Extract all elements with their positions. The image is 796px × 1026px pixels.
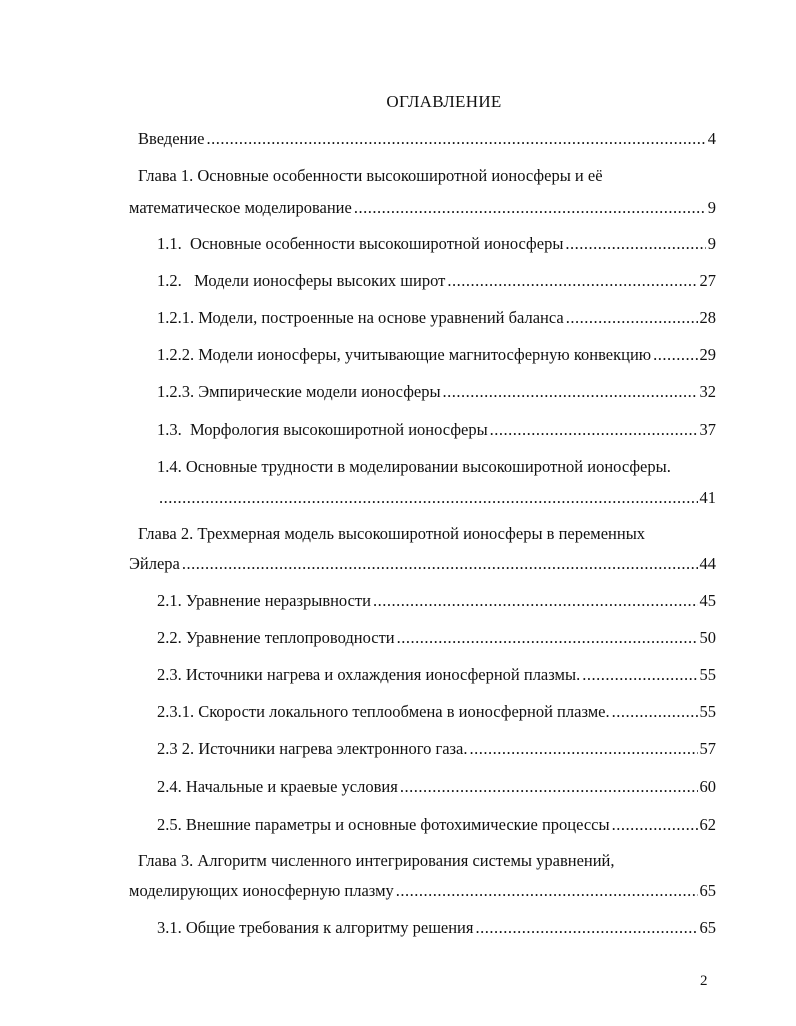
- toc-leader-dots: [470, 738, 698, 760]
- toc-entry-2-3-1[interactable]: [157, 701, 716, 723]
- toc-entry-page: 55: [699, 702, 716, 721]
- toc-entry-text: Эйлера: [129, 554, 180, 573]
- toc-entry-page: 4: [707, 129, 716, 148]
- toc-entry-text: 1.2.1. Модели, построенные на основе уравнений баланса: [157, 308, 564, 327]
- toc-entry-text: Введение: [138, 129, 205, 148]
- toc-leader-dots: [373, 590, 698, 612]
- toc-entry-text: 2.1. Уравнение неразрывности: [157, 591, 371, 610]
- toc-entry-chapter-3[interactable]: [129, 880, 716, 902]
- toc-entry-text: моделирующих ионосферную плазму: [129, 881, 394, 900]
- toc-entry-text: 2.3 2. Источники нагрева электронного газа.: [157, 739, 468, 758]
- toc-entry-page: 65: [699, 881, 716, 900]
- toc-entry-text: 2.3. Источники нагрева и охлаждения ионосферной плазмы.: [157, 665, 581, 684]
- toc-entry-text: 2.5. Внешние параметры и основные фотохимические процессы: [157, 815, 610, 834]
- toc-entry-text: 1.2.3. Эмпирические модели ионосферы: [157, 382, 441, 401]
- toc-chapter-3-title: Глава 3. Алгоритм численного интегрирования системы уравнений,: [138, 851, 615, 870]
- toc-entry-introduction[interactable]: [138, 128, 716, 150]
- toc-leader-dots: [396, 880, 698, 902]
- toc-leader-dots: [475, 917, 697, 939]
- toc-entry-page: 55: [699, 665, 716, 684]
- toc-entry-1-4-title: 1.4. Основные трудности в моделировании высокоширотной ионосферы.: [157, 457, 671, 476]
- toc-entry-3-1[interactable]: [157, 917, 716, 939]
- toc-entry-text: 2.4. Начальные и краевые условия: [157, 777, 398, 796]
- toc-entry-2-3[interactable]: [157, 664, 716, 686]
- toc-entry-1-4[interactable]: [157, 487, 716, 509]
- toc-entry-chapter-2[interactable]: [129, 553, 716, 575]
- toc-entry-page: 27: [699, 271, 716, 290]
- toc-entry-page: 45: [699, 591, 716, 610]
- toc-entry-page: 32: [699, 382, 716, 401]
- toc-leader-dots: [566, 307, 698, 329]
- toc-leader-dots: [582, 664, 697, 686]
- toc-entry-text: 2.3.1. Скорости локального теплообмена в ионосферной плазме.: [157, 702, 610, 721]
- toc-entry-2-4[interactable]: [157, 776, 716, 798]
- toc-leader-dots: [159, 487, 698, 509]
- toc-entry-text: 1.3. Морфология высокоширотной ионосферы: [157, 420, 488, 439]
- toc-entry-page: 65: [699, 918, 716, 937]
- toc-entry-page: 60: [699, 777, 716, 796]
- page-title: ОГЛАВЛЕНИЕ: [386, 92, 502, 111]
- toc-entry-chapter-1[interactable]: [129, 197, 716, 219]
- toc-entry-text: математическое моделирование: [129, 198, 352, 217]
- toc-leader-dots: [397, 627, 698, 649]
- toc-leader-dots: [182, 553, 698, 575]
- toc-entry-2-5[interactable]: [157, 814, 716, 836]
- toc-leader-dots: [490, 419, 698, 441]
- toc-entry-text: 2.2. Уравнение теплопроводности: [157, 628, 395, 647]
- toc-entry-page: 57: [699, 739, 716, 758]
- toc-entry-1-2[interactable]: [157, 270, 716, 292]
- toc-chapter-2-title: Глава 2. Трехмерная модель высокоширотной ионосферы в переменных: [138, 524, 646, 543]
- toc-entry-page: 50: [699, 628, 716, 647]
- toc-entry-page: 28: [699, 308, 716, 327]
- toc-entry-page: 9: [707, 198, 716, 217]
- toc-entry-text: 1.2. Модели ионосферы высоких широт: [157, 271, 446, 290]
- toc-entry-page: 37: [699, 420, 716, 439]
- toc-entry-page: 41: [699, 488, 716, 507]
- toc-leader-dots: [354, 197, 706, 219]
- toc-entry-text: 3.1. Общие требования к алгоритму решения: [157, 918, 474, 937]
- toc-leader-dots: [207, 128, 706, 150]
- toc-entry-1-2-2[interactable]: [157, 344, 716, 366]
- toc-leader-dots: [443, 381, 698, 403]
- toc-leader-dots: [400, 776, 698, 798]
- toc-entry-2-3-2[interactable]: [157, 738, 716, 760]
- toc-entry-page: 44: [699, 554, 716, 573]
- page-number: 2: [700, 973, 708, 989]
- toc-entry-1-2-3[interactable]: [157, 381, 716, 403]
- toc-leader-dots: [612, 701, 698, 723]
- toc-entry-2-1[interactable]: [157, 590, 716, 612]
- toc-chapter-1-title: Глава 1. Основные особенности высокоширотной ионосферы и её: [138, 166, 603, 185]
- toc-entry-1-3[interactable]: [157, 419, 716, 441]
- toc-entry-2-2[interactable]: [157, 627, 716, 649]
- toc-entry-1-1[interactable]: [157, 233, 716, 255]
- toc-leader-dots: [653, 344, 697, 366]
- toc-entry-text: 1.1. Основные особенности высокоширотной ионосферы: [157, 234, 564, 253]
- toc-leader-dots: [612, 814, 698, 836]
- toc-entry-page: 29: [699, 345, 716, 364]
- toc-entry-1-2-1[interactable]: [157, 307, 716, 329]
- toc-entry-text: 1.2.2. Модели ионосферы, учитывающие магнитосферную конвекцию: [157, 345, 652, 364]
- toc-leader-dots: [565, 233, 705, 255]
- toc-leader-dots: [447, 270, 697, 292]
- toc-entry-page: 9: [707, 234, 716, 253]
- toc-entry-page: 62: [699, 815, 716, 834]
